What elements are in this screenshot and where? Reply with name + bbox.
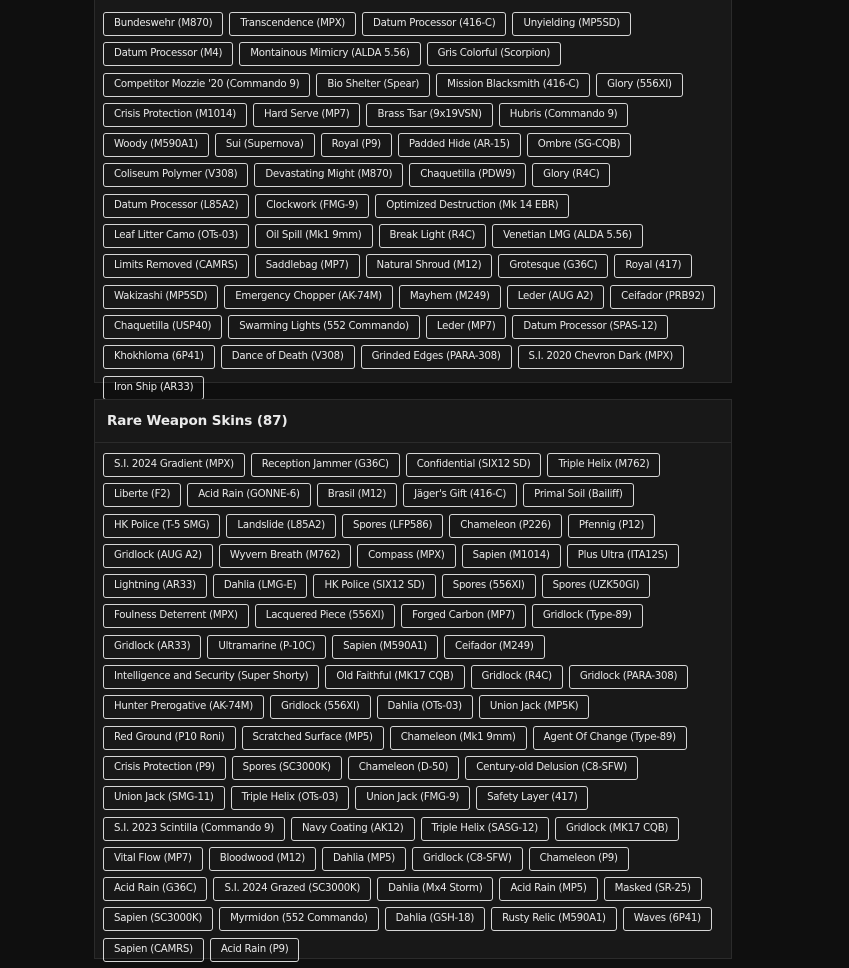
skin-chip[interactable]: HK Police (T-5 SMG)	[103, 514, 220, 538]
skin-chip[interactable]: Mayhem (M249)	[399, 285, 501, 309]
skin-chip[interactable]: Coliseum Polymer (V308)	[103, 163, 248, 187]
skin-chip[interactable]: Crisis Protection (M1014)	[103, 103, 247, 127]
skin-chip[interactable]: Rusty Relic (M590A1)	[491, 907, 617, 931]
skin-chip[interactable]: Mission Blacksmith (416-C)	[436, 73, 590, 97]
skin-chip[interactable]: Old Faithful (MK17 CQB)	[325, 665, 464, 689]
skin-chip[interactable]: Leder (MP7)	[426, 315, 507, 339]
skin-chip[interactable]: Spores (LFP586)	[342, 514, 443, 538]
skin-chip[interactable]: Limits Removed (CAMRS)	[103, 254, 249, 278]
skin-chip[interactable]: Chameleon (P226)	[449, 514, 562, 538]
skin-chip[interactable]: Sapien (M590A1)	[332, 635, 438, 659]
skin-chip[interactable]: Intelligence and Security (Super Shorty)	[103, 665, 319, 689]
skin-chip[interactable]: Triple Helix (OTs-03)	[231, 786, 350, 810]
epic-skins-panel	[94, 0, 732, 393]
skin-chip[interactable]: Ultramarine (P-10C)	[207, 635, 326, 659]
skin-chip[interactable]: Gridlock (Type-89)	[532, 604, 643, 628]
skin-chip[interactable]: Union Jack (MP5K)	[479, 695, 589, 719]
skin-chip[interactable]: Devastating Might (M870)	[254, 163, 403, 187]
skin-chip[interactable]: Woody (M590A1)	[103, 133, 209, 157]
skin-chip[interactable]: Optimized Destruction (Mk 14 EBR)	[375, 194, 569, 218]
skin-chip[interactable]: Sapien (M1014)	[462, 544, 561, 568]
skin-chip[interactable]: Venetian LMG (ALDA 5.56)	[492, 224, 643, 248]
skin-chip[interactable]: Sapien (CAMRS)	[103, 938, 204, 962]
rare-skins-panel	[94, 399, 732, 959]
skin-chip[interactable]: Masked (SR-25)	[604, 877, 702, 901]
skin-chip[interactable]: Gridlock (C8-SFW)	[412, 847, 523, 871]
skin-chip[interactable]: Unyielding (MP5SD)	[512, 12, 631, 36]
skin-chip[interactable]: Natural Shroud (M12)	[366, 254, 493, 278]
skin-chip[interactable]: Leaf Litter Camo (OTs-03)	[103, 224, 249, 248]
skin-chip[interactable]: Navy Coating (AK12)	[291, 817, 415, 841]
skin-chip[interactable]: Spores (UZK50GI)	[542, 574, 651, 598]
skin-chip[interactable]: Montainous Mimicry (ALDA 5.56)	[239, 42, 420, 66]
skin-chip[interactable]: Grinded Edges (PARA-308)	[361, 345, 512, 369]
skin-chip[interactable]: Reception Jammer (G36C)	[251, 453, 400, 477]
skin-chip[interactable]: Bundeswehr (M870)	[103, 12, 223, 36]
skin-chip[interactable]: Plus Ultra (ITA12S)	[567, 544, 679, 568]
skin-chip[interactable]: Ceifador (M249)	[444, 635, 545, 659]
skin-chip[interactable]: Gridlock (AR33)	[103, 635, 201, 659]
skin-chip[interactable]: Datum Processor (M4)	[103, 42, 233, 66]
skin-chip[interactable]: Triple Helix (SASG-12)	[421, 817, 549, 841]
skin-chip[interactable]: Bloodwood (M12)	[209, 847, 316, 871]
skin-chip[interactable]: Sui (Supernova)	[215, 133, 315, 157]
skin-chip[interactable]: Lightning (AR33)	[103, 574, 207, 598]
skin-chip[interactable]: Lacquered Piece (556XI)	[255, 604, 395, 628]
skin-chip[interactable]: Union Jack (FMG-9)	[355, 786, 470, 810]
skin-chip[interactable]: Brass Tsar (9x19VSN)	[366, 103, 492, 127]
skin-chip[interactable]: Red Ground (P10 Roni)	[103, 726, 236, 750]
skin-chip[interactable]: Wyvern Breath (M762)	[219, 544, 351, 568]
skin-chip[interactable]: S.I. 2024 Grazed (SC3000K)	[213, 877, 371, 901]
skin-chip[interactable]: Ceifador (PRB92)	[610, 285, 715, 309]
skin-chip[interactable]: Competitor Mozzie '20 (Commando 9)	[103, 73, 310, 97]
skin-chip[interactable]: Crisis Protection (P9)	[103, 756, 226, 780]
skin-chip[interactable]: Transcendence (MPX)	[229, 12, 356, 36]
skin-chip[interactable]: Waves (6P41)	[623, 907, 712, 931]
skin-chip[interactable]: Acid Rain (MP5)	[499, 877, 597, 901]
skin-chip[interactable]: Agent Of Change (Type-89)	[533, 726, 687, 750]
skin-chip[interactable]: Dahlia (Mx4 Storm)	[377, 877, 493, 901]
skin-chip[interactable]: Chameleon (D-50)	[348, 756, 459, 780]
skin-chip[interactable]: Datum Processor (L85A2)	[103, 194, 249, 218]
skin-chip[interactable]: Royal (P9)	[321, 133, 392, 157]
skin-chip[interactable]: Dahlia (MP5)	[322, 847, 406, 871]
skin-chip[interactable]: Glory (R4C)	[532, 163, 610, 187]
skin-chip[interactable]: Gridlock (MK17 CQB)	[555, 817, 679, 841]
skin-chip[interactable]: Myrmidon (552 Commando)	[219, 907, 378, 931]
skin-chip[interactable]: S.I. 2020 Chevron Dark (MPX)	[518, 345, 684, 369]
skin-chip[interactable]: Dahlia (GSH-18)	[385, 907, 486, 931]
skin-chip[interactable]: Gridlock (R4C)	[471, 665, 563, 689]
skin-chip[interactable]: HK Police (SIX12 SD)	[313, 574, 435, 598]
skin-chip[interactable]: Safety Layer (417)	[476, 786, 588, 810]
skin-chip[interactable]: Chameleon (P9)	[529, 847, 629, 871]
skin-chip[interactable]: Oil Spill (Mk1 9mm)	[255, 224, 373, 248]
skin-chip[interactable]: Wakizashi (MP5SD)	[103, 285, 218, 309]
epic-skins-list	[95, 0, 731, 406]
skin-chip[interactable]: Scratched Surface (MP5)	[242, 726, 384, 750]
skin-chip[interactable]: Iron Ship (AR33)	[103, 376, 204, 400]
skin-chip[interactable]: Jäger's Gift (416-C)	[403, 483, 517, 507]
skin-chip[interactable]: Datum Processor (SPAS-12)	[512, 315, 668, 339]
skin-chip[interactable]: Datum Processor (416-C)	[362, 12, 506, 36]
skin-chip[interactable]: Dahlia (LMG-E)	[213, 574, 308, 598]
skin-chip[interactable]: Compass (MPX)	[357, 544, 455, 568]
skin-chip[interactable]: Dance of Death (V308)	[221, 345, 355, 369]
skin-chip[interactable]: Swarming Lights (552 Commando)	[228, 315, 420, 339]
rare-skins-title: Rare Weapon Skins (87)	[107, 413, 288, 429]
skin-chip[interactable]: Vital Flow (MP7)	[103, 847, 203, 871]
skin-chip[interactable]: Primal Soil (Bailiff)	[523, 483, 633, 507]
skin-chip[interactable]: Gridlock (AUG A2)	[103, 544, 213, 568]
rare-skins-list	[95, 443, 731, 968]
skin-chip[interactable]: Leder (AUG A2)	[507, 285, 604, 309]
skin-chip[interactable]: Sapien (SC3000K)	[103, 907, 213, 931]
skin-chip[interactable]: Spores (556XI)	[442, 574, 536, 598]
skin-chip[interactable]: Hubris (Commando 9)	[499, 103, 629, 127]
skin-chip[interactable]: Confidential (SIX12 SD)	[406, 453, 542, 477]
skin-chip[interactable]: Landslide (L85A2)	[226, 514, 336, 538]
skin-chip[interactable]: Gris Colorful (Scorpion)	[427, 42, 562, 66]
skin-chip[interactable]: Brasil (M12)	[317, 483, 397, 507]
skin-chip[interactable]: Triple Helix (M762)	[547, 453, 660, 477]
skin-chip[interactable]: Break Light (R4C)	[379, 224, 487, 248]
skin-chip[interactable]: Acid Rain (P9)	[210, 938, 300, 962]
skin-chip[interactable]: Royal (417)	[614, 254, 692, 278]
skin-chip[interactable]: Ombre (SG-CQB)	[527, 133, 632, 157]
skin-chip[interactable]: Saddlebag (MP7)	[255, 254, 360, 278]
skin-chip[interactable]: Dahlia (OTs-03)	[377, 695, 473, 719]
skin-chip[interactable]: Hunter Prerogative (AK-74M)	[103, 695, 264, 719]
skin-chip[interactable]: Liberte (F2)	[103, 483, 181, 507]
skin-chip[interactable]: S.I. 2023 Scintilla (Commando 9)	[103, 817, 285, 841]
skin-chip[interactable]: Acid Rain (GONNE-6)	[187, 483, 311, 507]
skin-chip[interactable]: Bio Shelter (Spear)	[316, 73, 430, 97]
skin-chip[interactable]: Chaquetilla (USP40)	[103, 315, 222, 339]
skin-chip[interactable]: Padded Hide (AR-15)	[398, 133, 521, 157]
skin-chip[interactable]: Glory (556XI)	[596, 73, 683, 97]
skin-chip[interactable]: Acid Rain (G36C)	[103, 877, 207, 901]
rare-skins-header	[95, 400, 731, 443]
skin-chip[interactable]: Pfennig (P12)	[568, 514, 655, 538]
skin-chip[interactable]: Gridlock (PARA-308)	[569, 665, 688, 689]
skin-chip[interactable]: Gridlock (556XI)	[270, 695, 371, 719]
skin-chip[interactable]: Chameleon (Mk1 9mm)	[390, 726, 527, 750]
skin-chip[interactable]: Clockwork (FMG-9)	[255, 194, 369, 218]
skin-chip[interactable]: Foulness Deterrent (MPX)	[103, 604, 249, 628]
skin-chip[interactable]: Forged Carbon (MP7)	[401, 604, 526, 628]
skin-chip[interactable]: S.I. 2024 Gradient (MPX)	[103, 453, 245, 477]
skin-chip[interactable]: Union Jack (SMG-11)	[103, 786, 225, 810]
skin-chip[interactable]: Chaquetilla (PDW9)	[409, 163, 526, 187]
skin-chip[interactable]: Emergency Chopper (AK-74M)	[224, 285, 393, 309]
skin-chip[interactable]: Spores (SC3000K)	[232, 756, 342, 780]
skin-chip[interactable]: Century-old Delusion (C8-SFW)	[465, 756, 638, 780]
skin-chip[interactable]: Khokhloma (6P41)	[103, 345, 215, 369]
skin-chip[interactable]: Hard Serve (MP7)	[253, 103, 360, 127]
skin-chip[interactable]: Grotesque (G36C)	[498, 254, 608, 278]
